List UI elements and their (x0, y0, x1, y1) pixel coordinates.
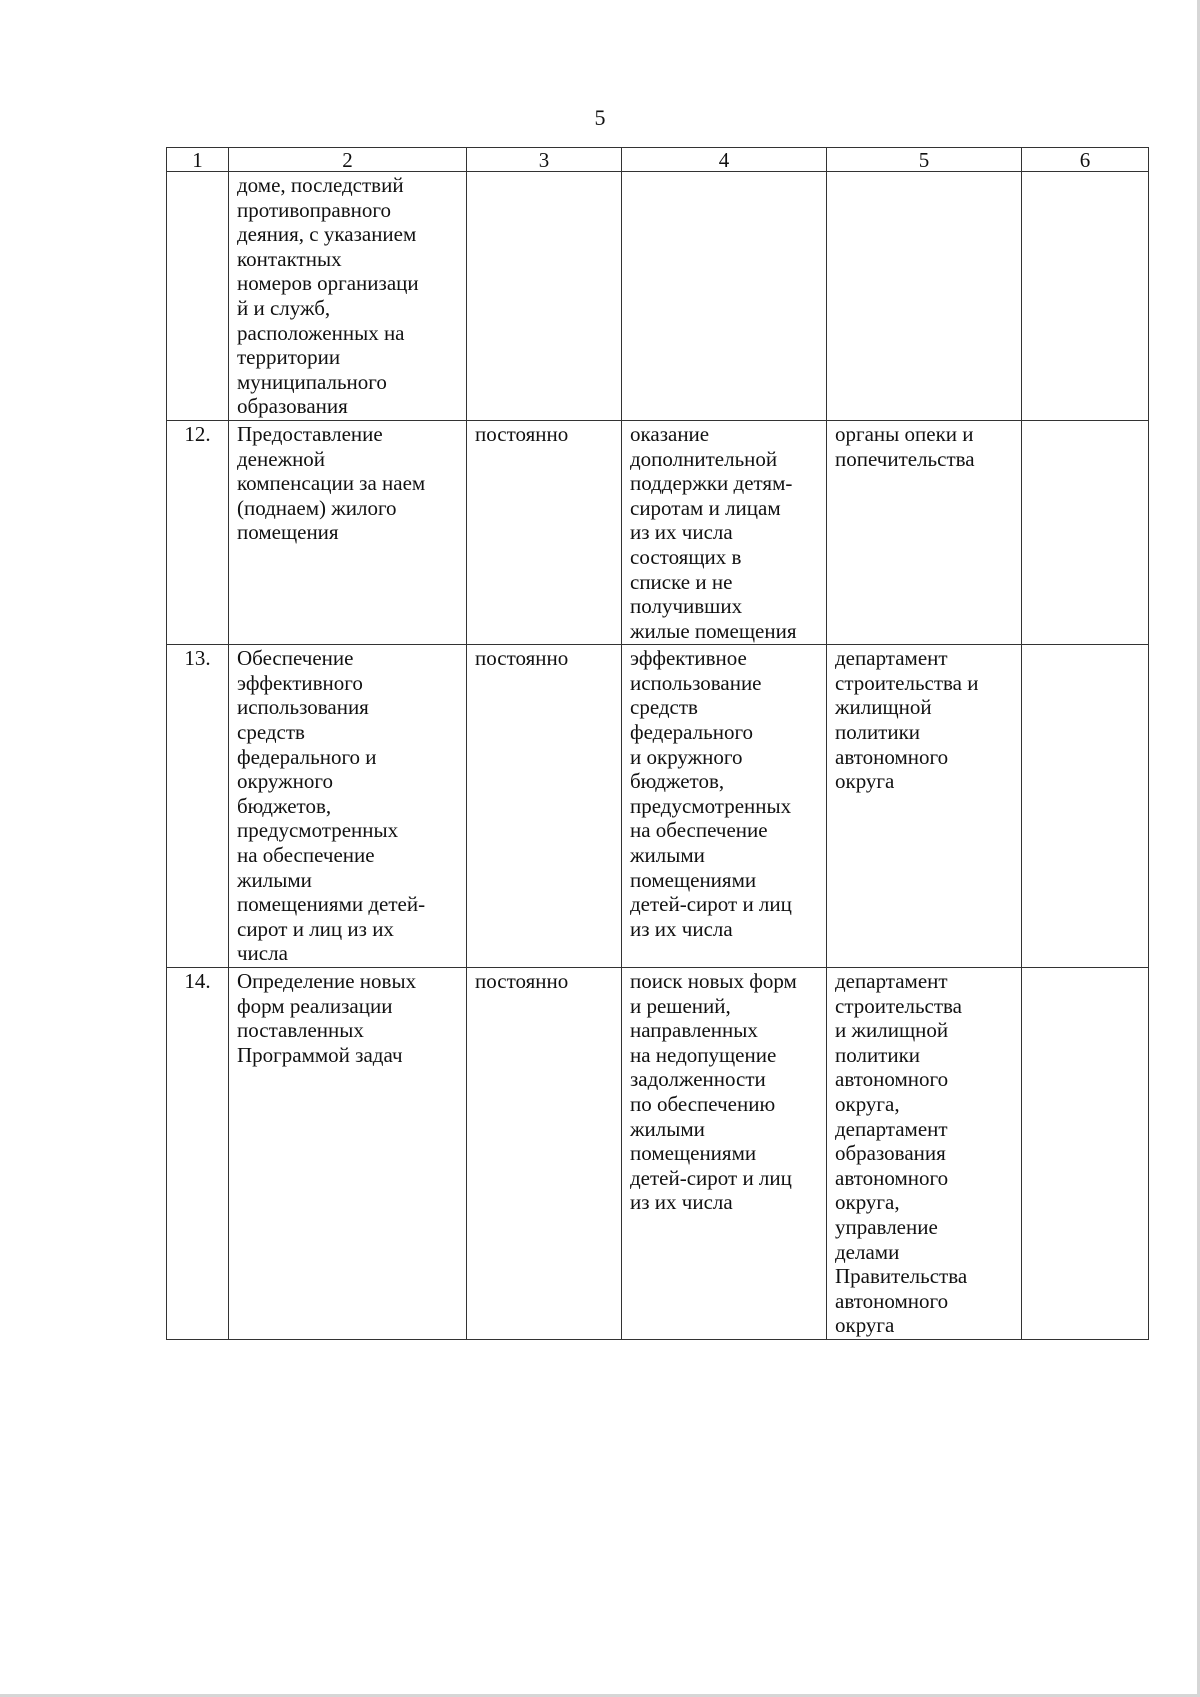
column-6-cell (1022, 172, 1149, 421)
measure-name-cell: Определение новых форм реализации поставленных Программой задач (229, 968, 467, 1340)
deadline-cell: постоянно (467, 968, 622, 1340)
responsible-cell: органы опеки и попечительства (827, 420, 1022, 644)
expected-result-cell: оказание дополнительной поддержки детям- сиротам и лицам из их числа состоящих в списке и не получивших жилые помещения (622, 420, 827, 644)
measure-name-cell: доме, последствий противоправного деяния, с указанием контактных номеров организаци й и служб, расположенных на территории муниципального образования (229, 172, 467, 421)
deadline-cell (467, 172, 622, 421)
responsible-cell (827, 172, 1022, 421)
column-header-6: 6 (1022, 148, 1149, 172)
responsible-cell: департамент строительства и жилищной политики автономного округа, департамент образования автономного округа, управление делами Правительства автономного округа (827, 968, 1022, 1340)
table-row (167, 420, 1149, 644)
expected-result-cell: эффективное использование средств федерального и окружного бюджетов, предусмотренных на обеспечение жилыми помещениями детей-сирот и лиц из их числа (622, 645, 827, 968)
column-header-2: 2 (229, 148, 467, 172)
column-6-cell (1022, 645, 1149, 968)
expected-result-cell: поиск новых форм и решений, направленных на недопущение задолженности по обеспечению жилыми помещениями детей-сирот и лиц из их числа (622, 968, 827, 1340)
row-number-cell: 13. (167, 645, 229, 968)
table-row (167, 172, 1149, 421)
row-number-cell (167, 172, 229, 421)
expected-result-cell (622, 172, 827, 421)
row-number-cell: 14. (167, 968, 229, 1340)
row-number-cell: 12. (167, 420, 229, 644)
column-6-cell (1022, 968, 1149, 1340)
table-header-row (167, 148, 1149, 172)
page-number: 5 (594, 105, 606, 130)
responsible-cell: департамент строительства и жилищной политики автономного округа (827, 645, 1022, 968)
measure-name-cell: Предоставление денежной компенсации за наем (поднаем) жилого помещения (229, 420, 467, 644)
table-row (167, 968, 1149, 1340)
table-row (167, 645, 1149, 968)
column-header-1: 1 (167, 148, 229, 172)
column-header-5: 5 (827, 148, 1022, 172)
deadline-cell: постоянно (467, 645, 622, 968)
deadline-cell: постоянно (467, 420, 622, 644)
column-header-3: 3 (467, 148, 622, 172)
column-header-4: 4 (622, 148, 827, 172)
measure-name-cell: Обеспечение эффективного использования средств федерального и окружного бюджетов, предусмотренных на обеспечение жилыми помещениями детей- сирот и лиц из их числа (229, 645, 467, 968)
column-6-cell (1022, 420, 1149, 644)
program-measures-table (166, 147, 1149, 1340)
